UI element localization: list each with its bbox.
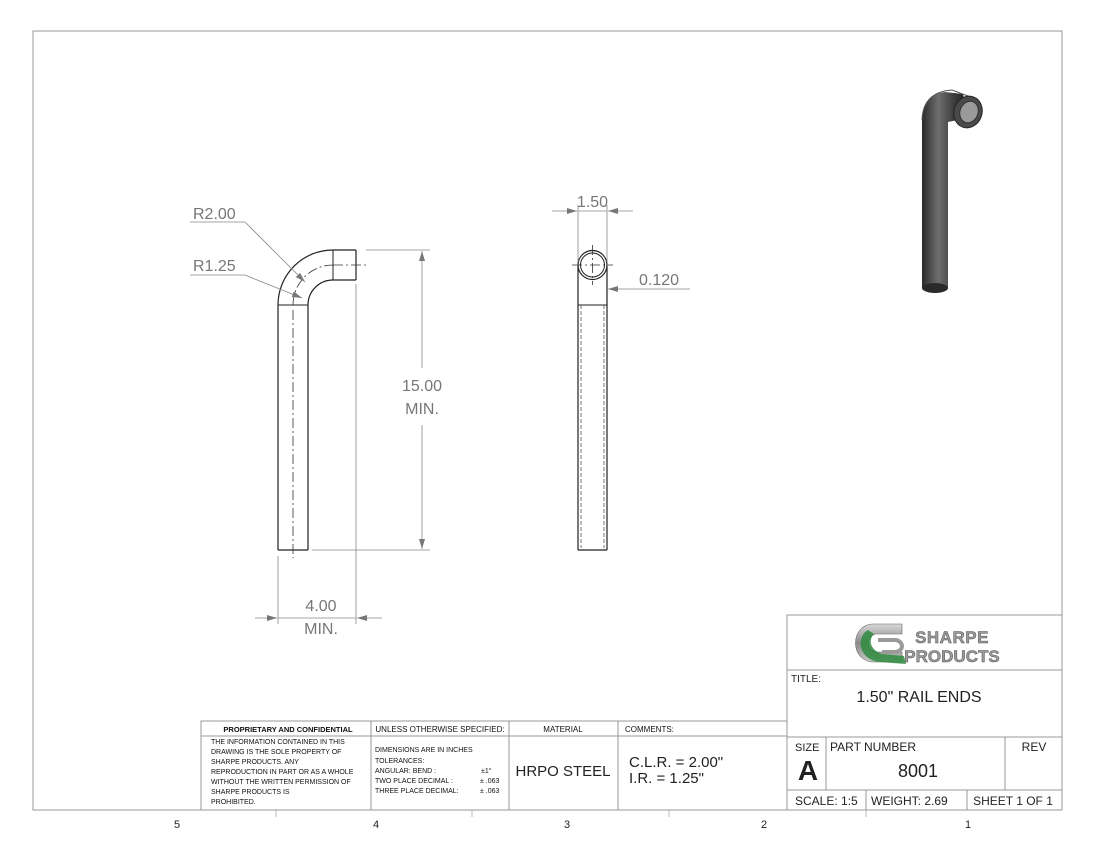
- part-number-label: PART NUMBER: [830, 740, 917, 754]
- tolerance-line: THREE PLACE DECIMAL:: [375, 788, 459, 795]
- tolerances-heading: UNLESS OTHERWISE SPECIFIED:: [375, 725, 505, 734]
- title-block: [787, 615, 1062, 810]
- part-number-value: 8001: [897, 761, 939, 781]
- diameter-dim-value: 1.50: [576, 194, 609, 211]
- zone-label-5: 5: [173, 819, 181, 831]
- zone-label-4: 4: [372, 819, 380, 831]
- tolerance-value: ± .063: [480, 788, 500, 795]
- proprietary-line: REPRODUCTION IN PART OR AS A WHOLE: [211, 769, 354, 776]
- logo-line2: PRODUCTS: [904, 647, 1000, 666]
- zone-label-1: 1: [964, 819, 972, 831]
- tolerance-value: ±1°: [481, 768, 492, 775]
- comment-line: I.R. = 1.25": [629, 770, 704, 787]
- size-label: SIZE: [795, 742, 820, 754]
- side-view: [552, 194, 690, 550]
- front-view: [190, 206, 442, 638]
- weight-label: WEIGHT: 2.69: [871, 794, 948, 808]
- material-heading: MATERIAL: [543, 725, 583, 734]
- tolerance-value: ± .063: [480, 778, 500, 785]
- isometric-view: [922, 90, 987, 293]
- width-dim-value: 4.00: [305, 598, 337, 615]
- notes-block: [201, 721, 787, 810]
- wall-dim-value: 0.120: [639, 272, 680, 289]
- rev-label: REV: [1021, 740, 1047, 754]
- comments-heading: COMMENTS:: [625, 725, 674, 734]
- title-label: TITLE:: [791, 674, 822, 685]
- proprietary-line: THE INFORMATION CONTAINED IN THIS: [211, 739, 345, 746]
- scale-label: SCALE: 1:5: [795, 794, 858, 808]
- tolerance-line: TOLERANCES:: [375, 758, 425, 765]
- proprietary-line: SHARPE PRODUCTS. ANY: [211, 759, 299, 766]
- tolerance-line: DIMENSIONS ARE IN INCHES: [375, 747, 473, 754]
- radius-outer-label: R2.00: [193, 206, 236, 223]
- logo-line1: SHARPE: [915, 628, 989, 647]
- zone-label-3: 3: [563, 819, 571, 831]
- comment-line: C.L.R. = 2.00": [629, 754, 724, 771]
- proprietary-line: PROHIBITED.: [211, 799, 256, 806]
- zone-labels: [174, 810, 971, 831]
- width-dim-note: MIN.: [304, 621, 338, 638]
- material-value: HRPO STEEL: [515, 763, 611, 780]
- proprietary-line: DRAWING IS THE SOLE PROPERTY OF: [211, 749, 342, 756]
- company-logo: [856, 624, 1000, 666]
- proprietary-line: WITHOUT THE WRITTEN PERMISSION OF: [211, 779, 351, 786]
- proprietary-line: SHARPE PRODUCTS IS: [211, 789, 290, 796]
- height-dim-value: 15.00: [401, 378, 443, 395]
- proprietary-heading: PROPRIETARY AND CONFIDENTIAL: [223, 725, 353, 734]
- tolerance-line: TWO PLACE DECIMAL :: [375, 778, 453, 785]
- sheet-label: SHEET 1 OF 1: [973, 794, 1053, 808]
- drawing-title: 1.50" RAIL ENDS: [856, 689, 982, 706]
- zone-label-2: 2: [760, 819, 768, 831]
- height-dim-note: MIN.: [405, 401, 439, 418]
- tolerance-line: ANGULAR: BEND :: [375, 768, 437, 775]
- size-value: A: [797, 755, 819, 786]
- radius-inner-label: R1.25: [193, 258, 236, 275]
